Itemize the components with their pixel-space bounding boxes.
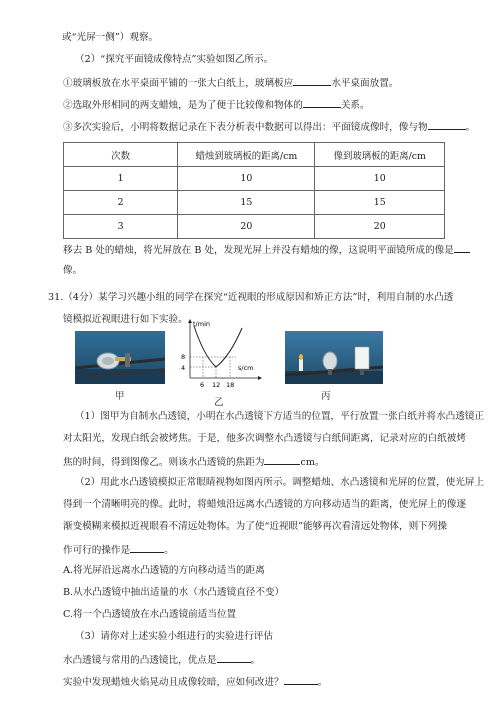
option-b: B.从水凸透镜中抽出适量的水（水凸透镜直径不变） [63, 587, 285, 598]
table-row [64, 191, 445, 215]
q31-p2-line2: 得到一个清晰明亮的像。此时，将蜡烛沿远离水凸透镜的方向移动适当的距离，使光屏上的像逐 [63, 499, 466, 510]
answer-blank[interactable] [293, 75, 331, 86]
y-tick-label: 8 [181, 353, 186, 361]
table-cell: 10 [178, 167, 315, 191]
figure-yi-caption: 乙 [214, 397, 224, 408]
q31-p3-line1: （3）请你对上述实验小组进行的实验进行评估 [75, 631, 273, 642]
x-tick-label: 12 [212, 381, 221, 389]
q31-p3-line3: 实验中发现蜡烛火焰晃动且成像较暗，应如何改进？ 。 [63, 674, 327, 689]
table-header-row [64, 143, 445, 167]
q31-p3-line2: 水凸透镜与常用的凸透镜比，优点是 。 [63, 652, 260, 667]
answer-blank[interactable] [454, 242, 470, 253]
q30-step2: ②选取外形相同的两支蜡烛，是为了便于比较像和物体的 关系。 [63, 97, 370, 112]
q30-line0: 或“光屏一侧”）观察。 [62, 32, 159, 43]
q31-p1-line3: 焦的时间，得到图像乙。则该水凸透镜的焦距为 cm。 [63, 454, 325, 469]
table-cell: 15 [178, 191, 315, 215]
figure-bing-photo [285, 331, 383, 384]
figure-yi-graph [178, 318, 263, 393]
table-cell: 20 [315, 215, 445, 239]
table-header: 蜡烛到玻璃板的距离/cm [178, 143, 315, 167]
answer-blank[interactable] [264, 454, 300, 465]
q30-step1: ①玻璃板放在水平桌面平铺的一张大白纸上，玻璃板应 水平桌面放置。 [63, 75, 398, 90]
table-cell: 15 [315, 191, 445, 215]
answer-blank[interactable] [130, 542, 164, 553]
q31-p2-line3: 渐变模糊来模拟近视眼看不清远处物体。为了使“近视眼”能够再次看清远处物体，则下列操 [63, 521, 447, 532]
answer-blank[interactable] [303, 97, 341, 108]
table-cell: 1 [64, 167, 178, 191]
answer-blank[interactable] [217, 652, 251, 663]
table-row [64, 167, 445, 191]
q31-p1-line1: （1）图甲为自制水凸透镜，小明在水凸透镜下方适当的位置，平行放置一张白纸并将水凸透镜正 [75, 411, 485, 422]
option-c: C.将一个凸透镜放在水凸透镜前适当位置 [63, 609, 237, 620]
data-table [63, 142, 445, 239]
y-axis-arrow [188, 319, 192, 323]
y-tick-label: 4 [181, 364, 186, 372]
q30-conclusion-line1: 移去 B 处的蜡烛，将光屏放在 B 处，发现光屏上并没有蜡烛的像，这说明平面镜所成的像是 [63, 242, 470, 257]
x-tick-label: 6 [200, 381, 205, 389]
q30-conclusion-line2: 像。 [63, 265, 83, 276]
x-tick-label: 18 [226, 381, 235, 389]
q30-part2-intro: （2）“探究平面镜成像特点”实验如图乙所示。 [75, 54, 274, 65]
figure-bing-caption: 丙 [321, 391, 331, 402]
x-axis-arrow [258, 376, 262, 380]
q31-intro-line2: 镜模拟近视眼进行如下实验。 [63, 314, 188, 325]
q31-intro-line1: 31.（4分）某学习兴趣小组的同学在探究“近视眼的形成原因和矫正方法”时，利用自制的水凸透 [48, 292, 454, 303]
table-row [64, 215, 445, 239]
table-cell: 10 [315, 167, 445, 191]
option-a: A.将光屏沿远离水凸透镜的方向移动适当的距离 [63, 565, 265, 576]
table-cell: 3 [64, 215, 178, 239]
table-cell: 20 [178, 215, 315, 239]
table-header: 次数 [64, 143, 178, 167]
figure-jia-photo [75, 331, 165, 384]
q31-p2-line1: （2）用此水凸透镜模拟正常眼睛视物如图丙所示。调整蜡烛、水凸透镜和光屏的位置，使光屏上 [75, 477, 485, 488]
answer-blank[interactable] [284, 674, 318, 685]
curve [194, 326, 242, 367]
table-cell: 2 [64, 191, 178, 215]
table-header: 像到玻璃板的距离/cm [315, 143, 445, 167]
figure-jia-caption: 甲 [115, 391, 125, 402]
q31-p2-line4: 作可行的操作是 。 [63, 542, 174, 557]
y-axis-label: t/min [193, 320, 210, 328]
x-axis-label: s/cm [238, 364, 254, 372]
q31-p1-line2: 对太阳光，发现白纸会被烤焦。于是，他多次调整水凸透镜与白纸间距离，记录对应的白纸被烤 [63, 433, 466, 444]
q30-step3: ③多次实验后，小明将数据记录在下表分析表中数据可以得出：平面镜成像时，像与物 。 [63, 119, 475, 134]
answer-blank[interactable] [428, 119, 466, 130]
